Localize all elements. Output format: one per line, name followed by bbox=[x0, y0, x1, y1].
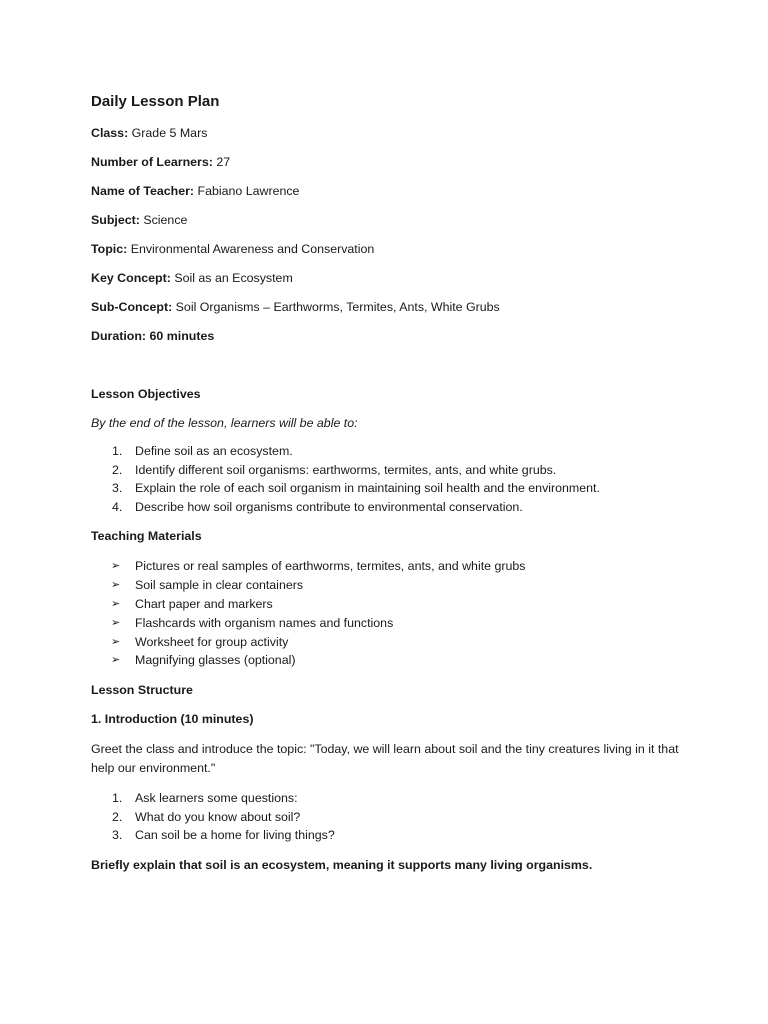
list-item-text: Pictures or real samples of earthworms, termites, ants, and white grubs bbox=[135, 559, 526, 574]
arrow-bullet-icon: ➢ bbox=[111, 616, 121, 629]
objectives-list bbox=[91, 442, 708, 516]
objectives-heading: Lesson Objectives bbox=[91, 387, 201, 401]
list-number: 3. bbox=[112, 481, 123, 496]
list-item-text: Soil sample in clear containers bbox=[135, 578, 304, 593]
list-item bbox=[91, 633, 708, 652]
questions-list bbox=[91, 789, 708, 845]
list-item bbox=[91, 498, 708, 517]
arrow-bullet-icon: ➢ bbox=[111, 635, 121, 648]
arrow-bullet-icon: ➢ bbox=[111, 560, 121, 573]
list-number: 4. bbox=[112, 499, 123, 514]
field-duration: Duration: 60 minutes bbox=[91, 329, 215, 343]
arrow-bullet-icon: ➢ bbox=[111, 654, 121, 667]
field-value: 27 bbox=[212, 155, 231, 169]
field-value: Soil Organisms – Earthworms, Termites, Ants, White Grubs bbox=[172, 300, 500, 314]
list-item bbox=[91, 557, 708, 576]
field-sub-concept bbox=[91, 299, 708, 315]
objectives-intro: By the end of the lesson, learners will be able to: bbox=[91, 416, 358, 430]
document-title: Daily Lesson Plan bbox=[91, 93, 220, 110]
list-number: 3. bbox=[112, 828, 123, 843]
field-value: Environmental Awareness and Conservation bbox=[127, 242, 375, 256]
list-item-text: Magnifying glasses (optional) bbox=[135, 653, 296, 668]
field-label: Topic: bbox=[91, 242, 128, 256]
list-item-text: Chart paper and markers bbox=[135, 596, 273, 611]
field-value: Science bbox=[139, 213, 188, 227]
list-item bbox=[91, 461, 708, 480]
list-number: 1. bbox=[112, 444, 123, 458]
list-item bbox=[91, 442, 708, 461]
arrow-bullet-icon: ➢ bbox=[111, 579, 121, 592]
field-class bbox=[91, 125, 708, 141]
field-value: Fabiano Lawrence bbox=[194, 184, 300, 198]
list-number: 2. bbox=[112, 462, 123, 477]
field-label: Class: bbox=[91, 126, 129, 140]
materials-heading: Teaching Materials bbox=[91, 529, 202, 544]
field-label: Subject: bbox=[91, 213, 140, 227]
list-item bbox=[91, 614, 708, 633]
section-spacer bbox=[91, 357, 708, 386]
field-key-concept bbox=[91, 270, 708, 286]
closing-statement: Briefly explain that soil is an ecosystem, meaning it supports many living organisms. bbox=[91, 857, 593, 872]
list-item bbox=[91, 651, 708, 670]
list-item-text: Explain the role of each soil organism in maintaining soil health and the environment. bbox=[135, 481, 600, 496]
introduction-text: Greet the class and introduce the topic: "Today, we will learn about soil and the tiny creatures living in it that help our environment." bbox=[91, 742, 679, 776]
materials-list bbox=[91, 557, 708, 670]
list-item bbox=[91, 789, 708, 808]
field-value: Soil as an Ecosystem bbox=[170, 271, 293, 285]
list-item-text: What do you know about soil? bbox=[135, 809, 301, 824]
list-item bbox=[91, 808, 708, 827]
field-number-of-learners bbox=[91, 154, 708, 170]
list-item-text: Can soil be a home for living things? bbox=[135, 828, 335, 843]
field-label: Name of Teacher: bbox=[91, 184, 195, 198]
list-item bbox=[91, 576, 708, 595]
list-number: 2. bbox=[112, 809, 123, 824]
list-item bbox=[91, 595, 708, 614]
structure-heading: Lesson Structure bbox=[91, 683, 193, 698]
list-item-text: Worksheet for group activity bbox=[135, 634, 289, 649]
list-item-text: Ask learners some questions: bbox=[135, 791, 298, 806]
arrow-bullet-icon: ➢ bbox=[111, 597, 121, 610]
list-item-text: Flashcards with organism names and functions bbox=[135, 615, 394, 630]
field-topic bbox=[91, 241, 708, 257]
field-subject bbox=[91, 212, 708, 228]
field-label: Key Concept: bbox=[91, 271, 171, 285]
field-teacher bbox=[91, 183, 708, 199]
field-label: Sub-Concept: bbox=[91, 300, 173, 314]
field-label: Number of Learners: bbox=[91, 155, 213, 169]
list-item-text: Identify different soil organisms: earthworms, termites, ants, and white grubs. bbox=[135, 462, 557, 477]
introduction-heading: 1. Introduction (10 minutes) bbox=[91, 712, 254, 727]
list-item bbox=[91, 479, 708, 498]
list-item bbox=[91, 826, 708, 845]
list-item-text: Describe how soil organisms contribute to environmental conservation. bbox=[135, 499, 523, 514]
field-value: Grade 5 Mars bbox=[128, 126, 208, 140]
list-item-text: Define soil as an ecosystem. bbox=[135, 444, 293, 458]
list-number: 1. bbox=[112, 791, 123, 806]
